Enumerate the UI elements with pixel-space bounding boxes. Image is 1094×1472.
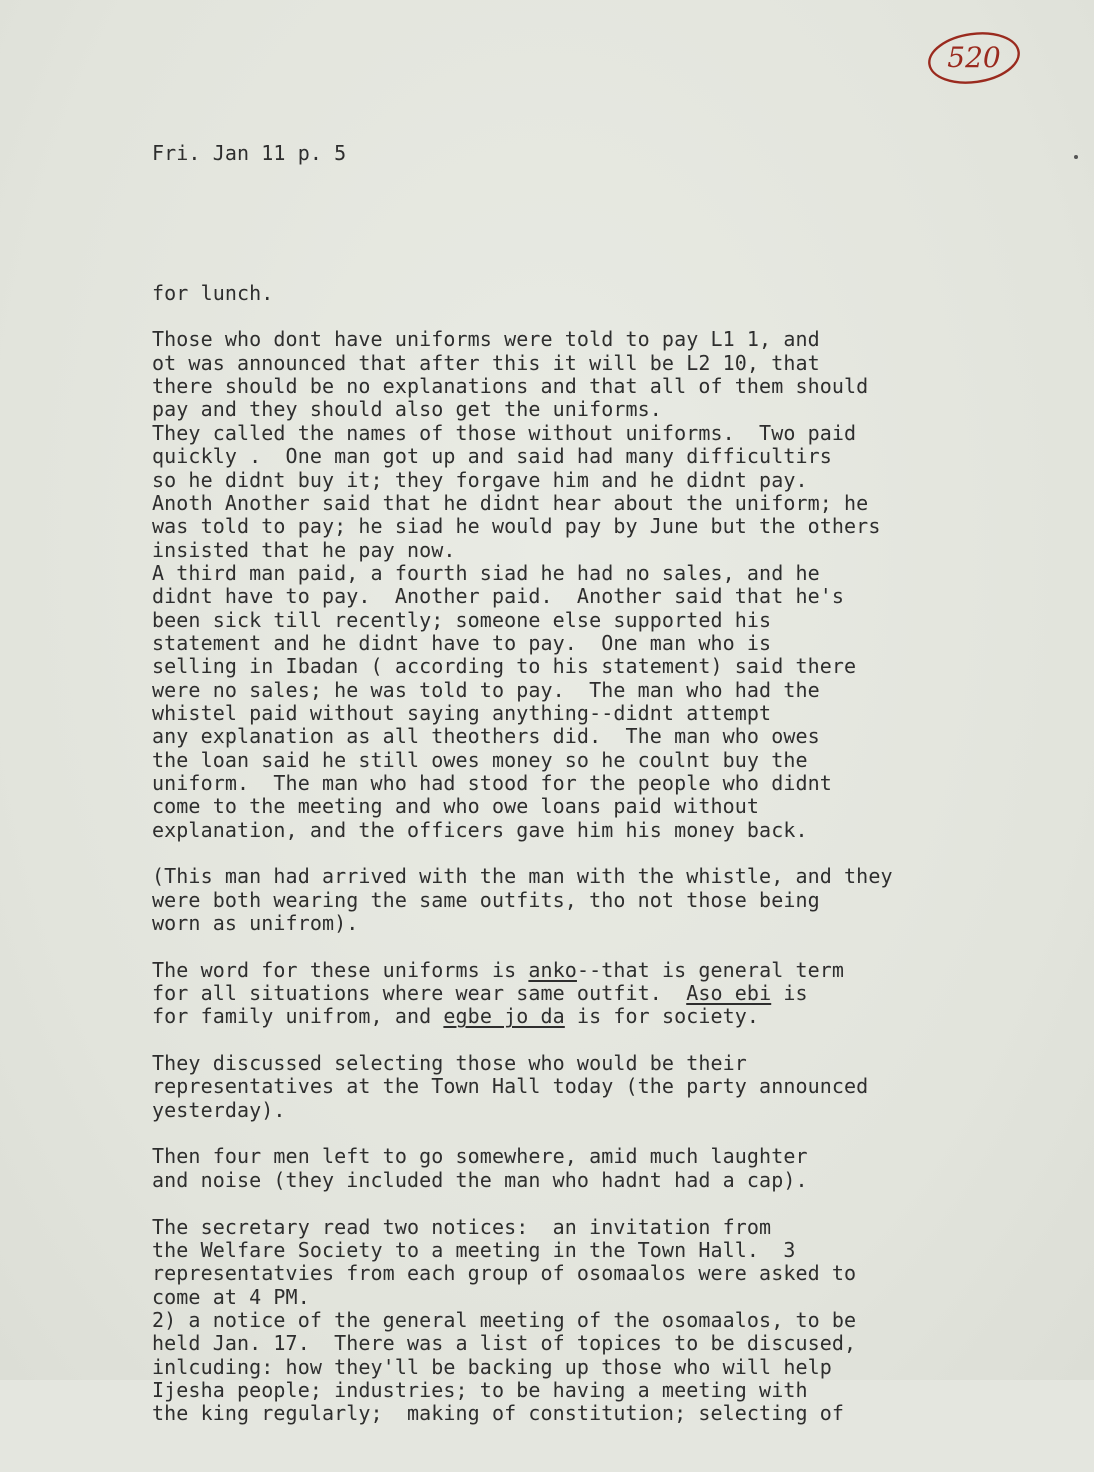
blank-line (152, 212, 1052, 235)
text-line: uniform. The man who had stood for the people who didnt (152, 770, 832, 795)
text-line: statement and he didnt have to pay. One man who is (152, 630, 772, 655)
text-line: didnt have to pay. Another paid. Another said that he's (152, 584, 845, 609)
text-line: representatives at the Town Hall today (the party announced (152, 1074, 869, 1099)
text-line: come to the meeting and who owe loans paid without (152, 794, 760, 819)
text-line: for all situations where wear same outfit. Aso ebi is (152, 981, 808, 1006)
underlined-term: egbe jo da (443, 1004, 565, 1029)
text-line: been sick till recently; someone else supported his (152, 607, 772, 632)
text-line: Then four men left to go somewhere, amid much laughter (152, 1144, 808, 1169)
text-line: insisted that he pay now. (152, 537, 456, 562)
paragraphs (152, 282, 1052, 1426)
text-line: for lunch. (152, 280, 274, 305)
folio-number: 520 (947, 41, 1001, 74)
text-line: pay and they should also get the uniforms. (152, 397, 662, 422)
text-line: They discussed selecting those who would be their (152, 1051, 747, 1076)
text-line: come at 4 PM. (152, 1284, 310, 1309)
text-line: ot was announced that after this it will be L2 10, that (152, 350, 820, 375)
text-line: the Welfare Society to a meeting in the Town Hall. 3 (152, 1237, 796, 1262)
text-line: selling in Ibadan ( according to his statement) said there (152, 654, 857, 679)
text-line: The secretary read two notices: an invitation from (152, 1214, 772, 1239)
text-line: 2) a notice of the general meeting of the osomaalos, to be (152, 1307, 857, 1332)
text-line: Those who dont have uniforms were told to pay L1 1, and (152, 327, 820, 352)
date-line: Fri. Jan 11 p. 5 (152, 140, 347, 165)
text-line: any explanation as all theothers did. The man who owes (152, 724, 820, 749)
text-line: the loan said he still owes money so he coulnt buy the (152, 747, 808, 772)
text-line: there should be no explanations and that all of them should (152, 374, 869, 399)
text-line: for family unifrom, and egbe jo da is for society. (152, 1004, 760, 1029)
text-line: The word for these uniforms is anko--that is general term (152, 957, 845, 982)
text-line: worn as unifrom). (152, 911, 359, 936)
blank-line (152, 1029, 1052, 1052)
text-line: A third man paid, a fourth siad he had no sales, and he (152, 560, 820, 585)
blank-line (152, 842, 1052, 865)
text-line: quickly . One man got up and said had many difficultirs (152, 444, 832, 469)
text-line: were both wearing the same outfits, tho not those being (152, 887, 820, 912)
text-line: Anoth Another said that he didnt hear about the uniform; he (152, 490, 869, 515)
blank-line (152, 305, 1052, 328)
text-line: whistel paid without saying anything--didnt attempt (152, 700, 772, 725)
text-line: Ijesha people; industries; to be having a meeting with (152, 1377, 808, 1402)
blank-line (152, 1122, 1052, 1145)
text-line: yesterday). (152, 1097, 286, 1122)
underlined-term: anko (528, 957, 577, 982)
text-line: explanation, and the officers gave him his money back. (152, 817, 808, 842)
paper-speck (1074, 155, 1078, 159)
folio-number-stamp (925, 30, 1023, 86)
text-line: (This man had arrived with the man with the whistle, and they (152, 864, 893, 889)
text-line: so he didnt buy it; they forgave him and he didnt pay. (152, 467, 808, 492)
text-line: and noise (they included the man who hadnt had a cap). (152, 1167, 808, 1192)
text-line: They called the names of those without uniforms. Two paid (152, 420, 857, 445)
text-line: was told to pay; he siad he would pay by June but the others (152, 514, 881, 539)
text-line: held Jan. 17. There was a list of topices to be discused, (152, 1331, 857, 1356)
blank-line (152, 1192, 1052, 1215)
blank-line (152, 935, 1052, 958)
text-line: were no sales; he was told to pay. The man who had the (152, 677, 820, 702)
underlined-term: Aso ebi (686, 981, 772, 1006)
text-line: the king regularly; making of constitution; selecting of (152, 1401, 845, 1426)
text-line: representatvies from each group of osomaalos were asked to (152, 1261, 857, 1286)
text-line: inlcuding: how they'll be backing up those who will help (152, 1354, 832, 1379)
typewritten-text (152, 95, 1052, 1472)
